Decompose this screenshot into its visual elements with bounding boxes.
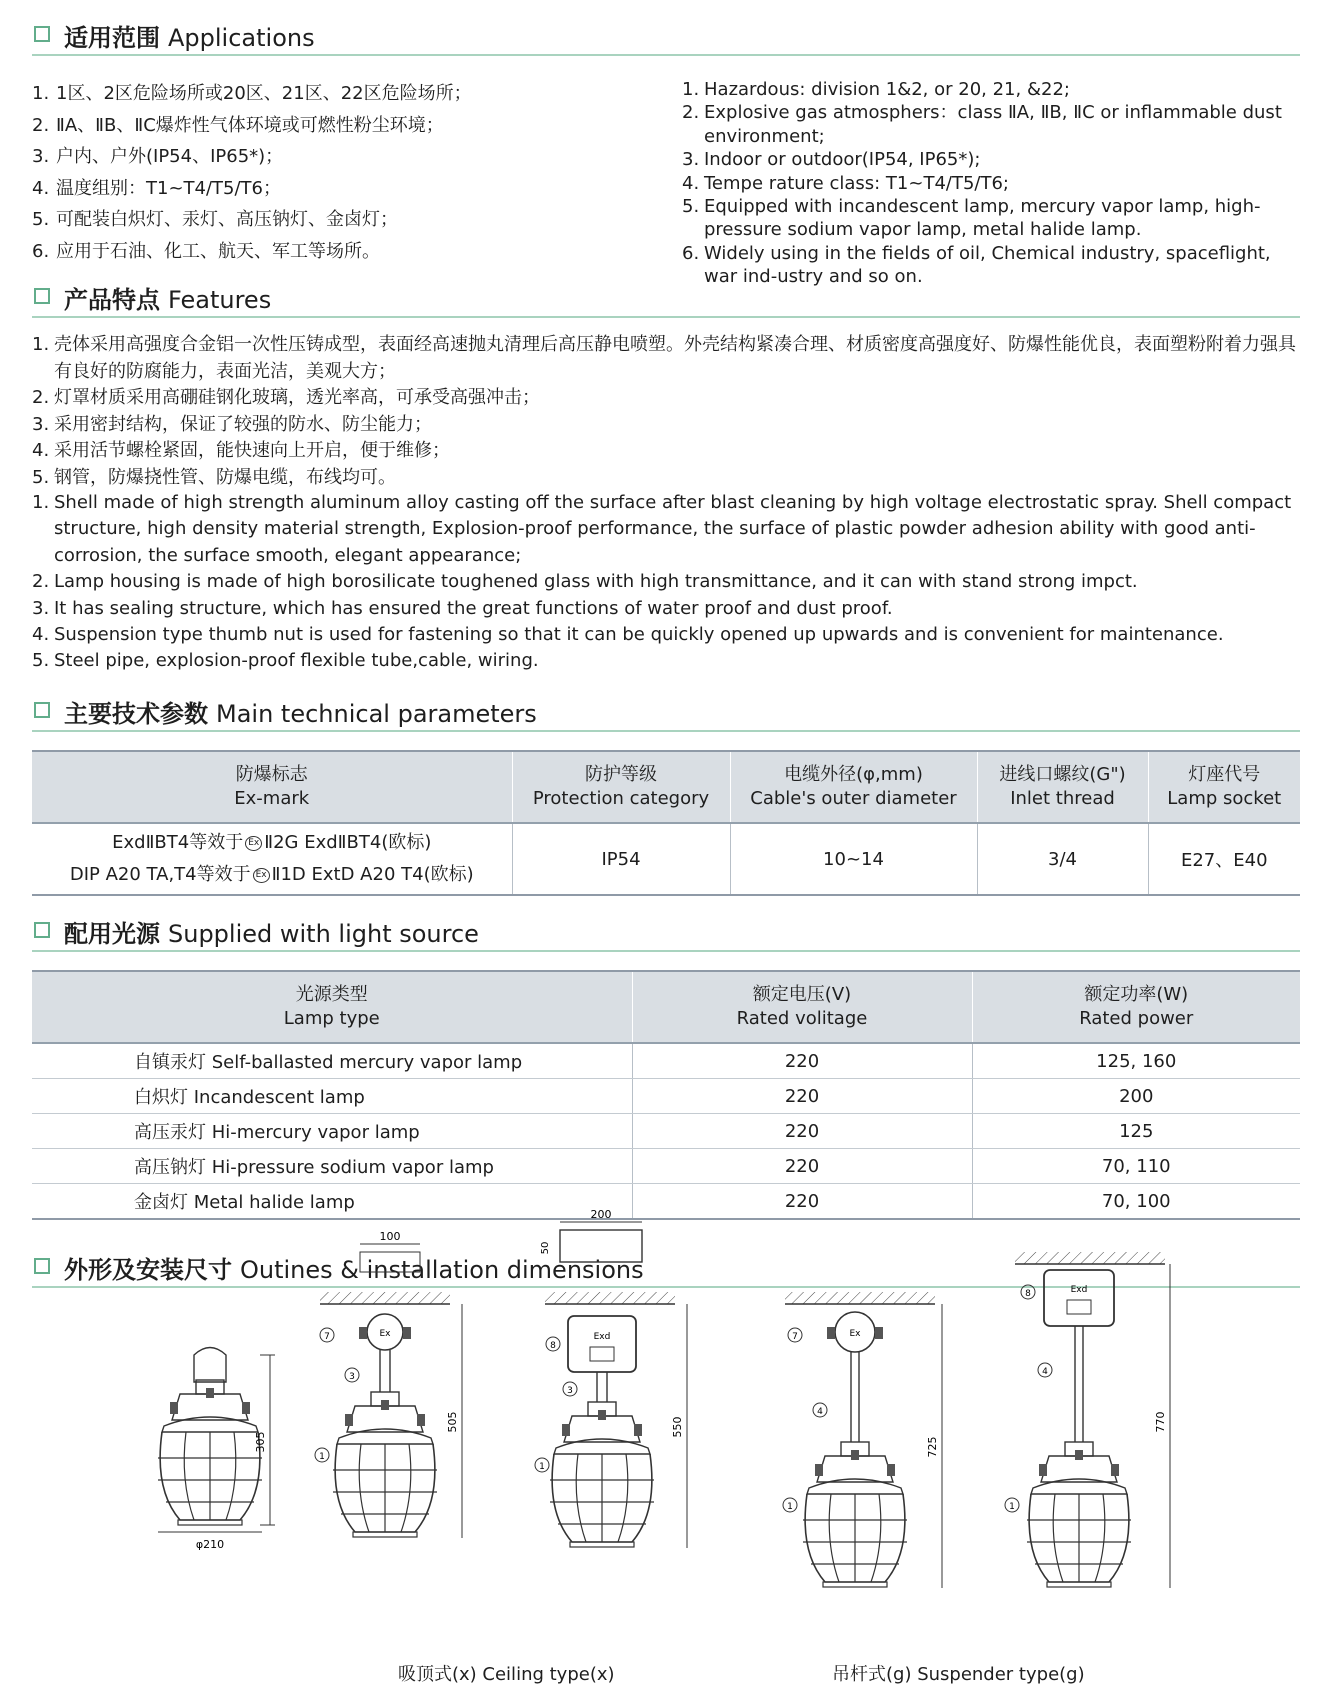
callout-number: 3	[567, 1386, 573, 1396]
list-item: 2. Explosive gas atmosphers：class ⅡA, ⅡB, ⅡC or inflammable dust environment;	[682, 102, 1282, 147]
table-row	[32, 823, 1300, 895]
list-item: 6. Widely using in the fields of oil, Chemical industry, spaceflight, war ind-ustry and so on.	[682, 242, 1271, 288]
caption-suspender-type: 吊杆式(g) Suspender type(g)	[832, 1664, 1085, 1685]
dimension-label: 50	[540, 1241, 551, 1255]
dimension-label: 725	[926, 1436, 939, 1458]
section-title-en: Outines & installation dimensions	[240, 1256, 644, 1284]
section-title-en: Features	[168, 286, 272, 314]
checkbox-square-icon	[34, 26, 50, 42]
dimension-label: 505	[446, 1411, 459, 1433]
callout-number: 7	[324, 1332, 330, 1342]
table-row: 高压钠灯 Hi-pressure sodium vapor lamp 220 70, 110	[32, 1149, 1300, 1184]
socket-cell: E27、E40	[1148, 823, 1300, 895]
section-title-en: Supplied with light source	[168, 920, 479, 948]
section-title-zh: 产品特点	[64, 286, 160, 314]
callout-number: 8	[550, 1341, 556, 1351]
cable-cell: 10~14	[730, 823, 977, 895]
list-item: 5. Equipped with incandescent lamp, mercury vapor lamp, high-pressure sodium vapor lamp, metal halide lamp.	[682, 196, 1261, 241]
list-item: 4. 温度组别：T1~T4/T5/T6；	[32, 177, 281, 199]
dimension-label: 770	[1154, 1411, 1167, 1433]
callout-number: 3	[349, 1372, 355, 1382]
list-item: 3. 户内、户外(IP54、IP65*)；	[32, 146, 284, 168]
table-header-row	[32, 971, 1300, 1043]
features-en-list	[32, 490, 1307, 675]
section-title-zh: 外形及安装尺寸	[64, 1256, 232, 1284]
drawing-basic-lamp	[158, 1348, 275, 1552]
callout-number: 7	[792, 1332, 798, 1342]
list-item: 4. Tempe rature class: T1~T4/T5/T6;	[682, 172, 1009, 194]
list-item: 3. Indoor or outdoor(IP54, IP65*);	[682, 149, 981, 171]
list-item: 4. Suspension type thumb nut is used for fastening so that it can be quickly opened up upwards and is convenient for maintenance.	[32, 624, 1224, 646]
drawing-suspender-type-1	[783, 1292, 942, 1588]
list-item: 1. Shell made of high strength aluminum alloy casting off the surface after blast cleaning by high voltage electrostatic spray. Shell compact structure, high density material strength, Explosion-proof performance, the surface of plastic powder adhesion ability with good anti-corrosion, the surface smooth, elegant appearance;	[32, 492, 1292, 566]
list-item: 3. 采用密封结构，保证了较强的防水、防尘能力；	[32, 413, 432, 435]
column-header: 灯座代号 Lamp socket	[1148, 751, 1300, 823]
light-source-table	[32, 970, 1300, 1220]
list-item: 5. 钢管，防爆挠性管、防爆电缆，布线均可。	[32, 466, 396, 488]
checkbox-square-icon	[34, 1258, 50, 1274]
dimension-label: 200	[590, 1208, 612, 1221]
parameters-table	[32, 750, 1300, 896]
exd-box-label: Exd	[1070, 1285, 1088, 1295]
list-item: 2. Lamp housing is made of high borosilicate toughened glass with high transmittance, and it can with stand strong impct.	[32, 571, 1138, 593]
column-header: 额定电压(V) Rated volitage	[632, 971, 972, 1043]
ex-mark-cell: ExdⅡBT4等效于 Ex Ⅱ2G ExdⅡBT4(欧标) DIP A20 TA,T4等效于 Ex Ⅱ1D ExtD A20 T4(欧标)	[69, 832, 474, 885]
callout-number: 1	[319, 1452, 325, 1462]
column-header: 进线口螺纹(G") Inlet thread	[977, 751, 1148, 823]
table-row: 白炽灯 Incandescent lamp 220 200	[32, 1079, 1300, 1114]
list-item: 1. 壳体采用高强度合金铝一次性压铸成型，表面经高速抛丸清理后高压静电喷塑。外壳结构紧凑合理、材质密度高强度好、防爆性能优良，表面塑粉附着力强具有良好的防腐能力，表面光洁，美观大方；	[32, 334, 1296, 382]
column-header: 光源类型 Lamp type	[32, 971, 632, 1043]
table-row: 自镇汞灯 Self-ballasted mercury vapor lamp 220 125, 160	[32, 1043, 1300, 1079]
column-header: 防护等级 Protection category	[512, 751, 730, 823]
callout-number: 4	[1042, 1367, 1048, 1377]
list-item: 3. It has sealing structure, which has ensured the great functions of water proof and dust proof.	[32, 597, 893, 619]
section-title-en: Applications	[168, 24, 315, 52]
checkbox-square-icon	[34, 922, 50, 938]
ex-symbol-icon: Ex	[253, 868, 270, 883]
thread-cell: 3/4	[977, 823, 1148, 895]
checkbox-square-icon	[34, 288, 50, 304]
list-item: 5. Steel pipe, explosion-proof flexible tube,cable, wiring.	[32, 650, 539, 672]
features-zh-list	[32, 332, 1307, 491]
column-header: 防爆标志 Ex-mark	[32, 751, 512, 823]
table-row: 金卤灯 Metal halide lamp 220 70, 100	[32, 1184, 1300, 1220]
dimension-label: 305	[254, 1431, 267, 1453]
section-title-zh: 配用光源	[64, 920, 160, 948]
exd-box-label: Exd	[593, 1332, 611, 1342]
dimension-label: 550	[671, 1416, 684, 1438]
callout-number: 4	[817, 1407, 823, 1417]
table-header-row	[32, 751, 1300, 823]
section-header-light-source	[32, 912, 1300, 952]
list-item: 2. 灯罩材质采用高硼硅钢化玻璃，透光率高，可承受高强冲击；	[32, 387, 540, 408]
table-row: 高压汞灯 Hi-mercury vapor lamp 220 125	[32, 1114, 1300, 1149]
section-header-applications	[32, 16, 1300, 56]
applications-en-list	[682, 78, 1307, 289]
list-item: 1. 1区、2区危险场所或20区、21区、22区危险场所；	[32, 83, 472, 104]
ex-box-label: Ex	[379, 1329, 391, 1339]
drawing-suspender-type-2	[1005, 1252, 1170, 1588]
list-item: 2. ⅡA、ⅡB、ⅡC爆炸性气体环境或可燃性粉尘环境；	[32, 114, 444, 136]
section-header-parameters	[32, 692, 1300, 732]
applications-zh-list	[32, 78, 652, 268]
section-title-en: Main technical parameters	[216, 700, 537, 728]
ex-symbol-icon: Ex	[245, 836, 262, 851]
list-item: 5. 可配装白炽灯、汞灯、高压钠灯、金卤灯；	[32, 209, 398, 231]
section-title-zh: 主要技术参数	[64, 700, 208, 728]
ex-box-label: Ex	[849, 1329, 861, 1339]
column-header: 额定功率(W) Rated power	[972, 971, 1300, 1043]
callout-number: 1	[1009, 1502, 1015, 1512]
callout-number: 1	[539, 1462, 545, 1472]
dimension-label: φ210	[195, 1538, 225, 1551]
list-item: 4. 采用活节螺栓紧固，能快速向上开启，便于维修；	[32, 440, 450, 461]
section-header-features	[32, 278, 1300, 318]
section-title-zh: 适用范围	[64, 24, 160, 52]
protection-cell: IP54	[512, 823, 730, 895]
dimension-label: 100	[379, 1230, 401, 1243]
callout-number: 1	[787, 1502, 793, 1512]
list-item: 6. 应用于石油、化工、航天、军工等场所。	[32, 240, 380, 262]
caption-ceiling-type: 吸顶式(x) Ceiling type(x)	[398, 1664, 615, 1685]
callout-number: 8	[1025, 1289, 1031, 1299]
list-item: 1. Hazardous: division 1&2, or 20, 21, &22;	[682, 79, 1070, 100]
checkbox-square-icon	[34, 702, 50, 718]
column-header: 电缆外径(φ,mm) Cable's outer diameter	[730, 751, 977, 823]
